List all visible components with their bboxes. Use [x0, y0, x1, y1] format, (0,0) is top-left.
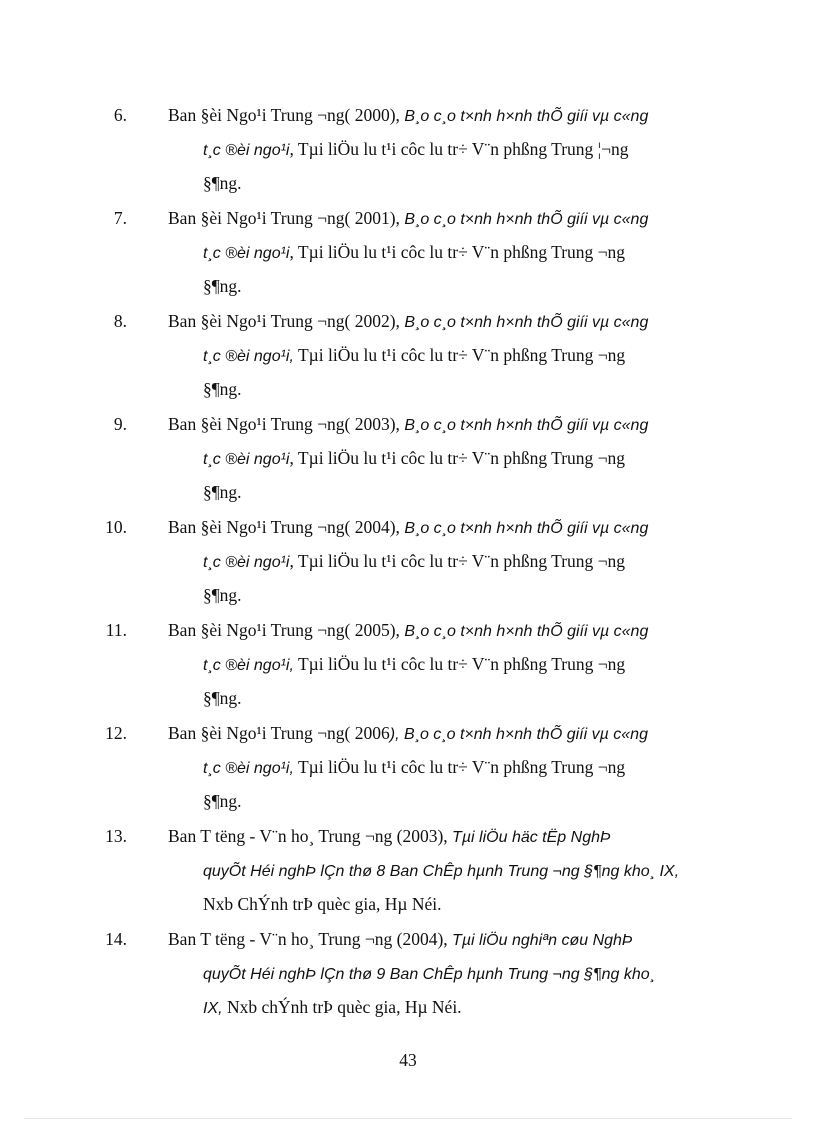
reference-number: 8.: [113, 311, 127, 331]
reference-line-2: t¸c ®èi ngo¹i, Tµi liÖu lu t¹i côc lu tr÷ V¨n phßng Trung ¬ng: [203, 242, 626, 262]
reference-line-3: §¶ng.: [203, 482, 242, 502]
reference-line-3: §¶ng.: [203, 688, 242, 708]
reference-line-2: t¸c ®èi ngo¹i, Tµi liÖu lu t¹i côc lu tr÷ V¨n phßng Trung ¬ng: [203, 654, 626, 674]
reference-line-1: Ban §èi Ngo¹i Trung ¬ng( 2004), B¸o c¸o t×nh h×nh thÕ giíi vµ c«ng: [168, 517, 649, 537]
page-bottom-divider: [24, 1118, 792, 1119]
reference-line-3: §¶ng.: [203, 379, 242, 399]
reference-number: 12.: [105, 723, 127, 743]
reference-number: 6.: [113, 105, 127, 125]
reference-line-3: Nxb ChÝnh trÞ quèc gia, Hµ Néi.: [203, 894, 442, 914]
reference-number: 9.: [113, 414, 127, 434]
reference-number: 10.: [105, 517, 127, 537]
reference-line-2: t¸c ®èi ngo¹i, Tµi liÖu lu t¹i côc lu tr÷ V¨n phßng Trung ¬ng: [203, 448, 626, 468]
reference-line-3: §¶ng.: [203, 585, 242, 605]
reference-line-2: t¸c ®èi ngo¹i, Tµi liÖu lu t¹i côc lu tr÷ V¨n phßng Trung ¦¬ng: [203, 139, 629, 159]
reference-number: 13.: [105, 826, 127, 846]
reference-line-2: t¸c ®èi ngo¹i, Tµi liÖu lu t¹i côc lu tr÷ V¨n phßng Trung ¬ng: [203, 551, 626, 571]
reference-line-1: Ban §èi Ngo¹i Trung ¬ng( 2003), B¸o c¸o t×nh h×nh thÕ giíi vµ c«ng: [168, 414, 649, 434]
reference-line-2: quyÕt Héi nghÞ lÇn thø 8 Ban ChÊp hµnh Trung ¬ng §¶ng kho¸ IX,: [203, 863, 680, 880]
reference-line-1: Ban §èi Ngo¹i Trung ¬ng( 2000), B¸o c¸o t×nh h×nh thÕ giíi vµ c«ng: [168, 105, 649, 125]
reference-line-1: Ban §èi Ngo¹i Trung ¬ng( 2001), B¸o c¸o t×nh h×nh thÕ giíi vµ c«ng: [168, 208, 649, 228]
reference-line-1: Ban §èi Ngo¹i Trung ¬ng( 2002), B¸o c¸o t×nh h×nh thÕ giíi vµ c«ng: [168, 311, 649, 331]
reference-line-2: t¸c ®èi ngo¹i, Tµi liÖu lu t¹i côc lu tr÷ V¨n phßng Trung ¬ng: [203, 757, 626, 777]
reference-number: 11.: [105, 620, 127, 640]
reference-line-2: t¸c ®èi ngo¹i, Tµi liÖu lu t¹i côc lu tr÷ V¨n phßng Trung ¬ng: [203, 345, 626, 365]
reference-line-3: §¶ng.: [203, 276, 242, 296]
reference-line-3: IX, Nxb chÝnh trÞ quèc gia, Hµ Néi.: [203, 997, 462, 1017]
reference-number: 14.: [105, 929, 127, 949]
reference-line-3: §¶ng.: [203, 173, 242, 193]
reference-line-2: quyÕt Héi nghÞ lÇn thø 9 Ban ChÊp hµnh Trung ¬ng §¶ng kho¸: [203, 966, 655, 983]
reference-line-3: §¶ng.: [203, 791, 242, 811]
reference-line-1: Ban T tëng - V¨n ho¸ Trung ¬ng (2003), Tµi liÖu häc tËp NghÞ: [168, 826, 611, 846]
reference-line-1: Ban T tëng - V¨n ho¸ Trung ¬ng (2004), Tµi liÖu nghiªn cøu NghÞ: [168, 929, 633, 949]
reference-number: 7.: [113, 208, 127, 228]
page-number: 43: [399, 1050, 417, 1070]
reference-line-1: Ban §èi Ngo¹i Trung ¬ng( 2006), B¸o c¸o t×nh h×nh thÕ giíi vµ c«ng: [168, 723, 648, 743]
reference-line-1: Ban §èi Ngo¹i Trung ¬ng( 2005), B¸o c¸o t×nh h×nh thÕ giíi vµ c«ng: [168, 620, 649, 640]
